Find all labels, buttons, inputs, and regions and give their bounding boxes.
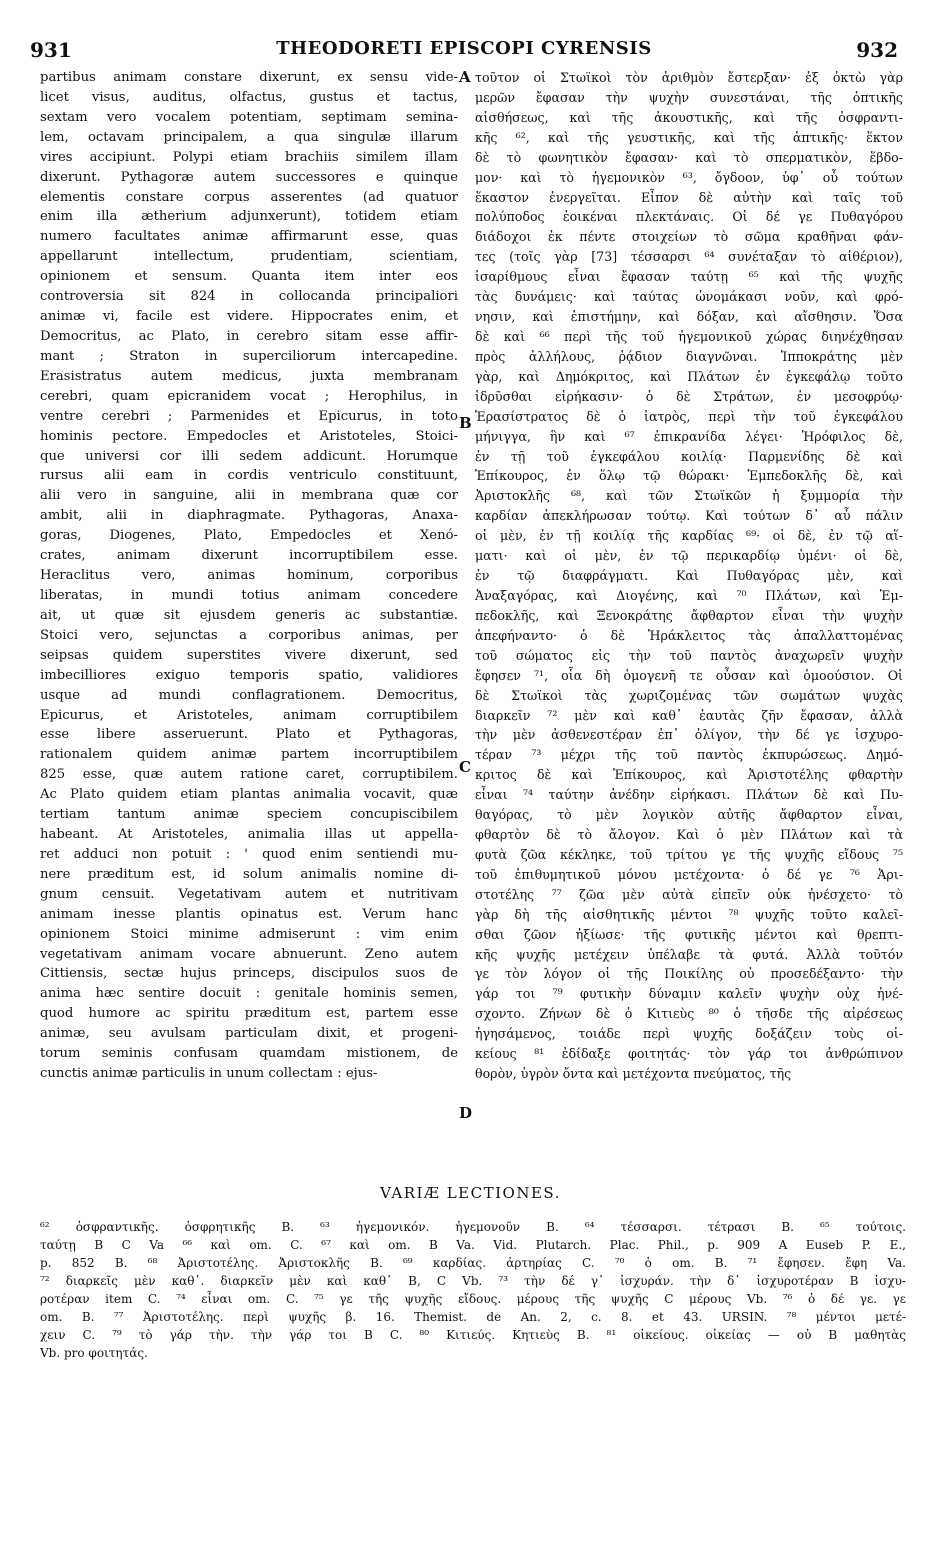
latin-text-line: Erasistratus autem medicus, juxta membranam xyxy=(40,368,458,384)
variae-lectiones-title: VARIÆ LECTIONES. xyxy=(380,1184,561,1202)
latin-text-line: cerebri, quam epicranidem vocat ; Herophilus, in xyxy=(40,388,458,404)
latin-text-line: opinionem et sensum. Quanta item inter eos xyxy=(40,269,458,285)
latin-text-line: Epicurus, et Aristoteles, animam corruptibilem xyxy=(40,707,458,723)
greek-text-line: μερῶν ἔφασαν τὴν ψυχὴν συνεστάναι, τῆς ὀπτικῆς xyxy=(475,89,903,105)
greek-text-line: ματι· καὶ οἱ μὲν, ἐν τῷ περικαρδίῳ ὑμένι· οἱ δὲ, xyxy=(475,548,903,564)
margin-marker-b: B xyxy=(459,414,472,432)
greek-text-line: Ἐρασίστρατος δὲ ὁ ἰατρὸς, περὶ τὴν τοῦ ἐγκεφάλου xyxy=(475,408,903,424)
greek-text-line: τοῦ ἐπιθυμητικοῦ μόνου μετέχοντα· ὁ δέ γε ⁷⁶ Ἀρι- xyxy=(475,866,903,882)
greek-text-line: μον· καὶ τὸ ἡγεμονικὸν ⁶³, ὄγδοον, ὑφ᾽ οὗ τούτων xyxy=(475,169,903,185)
latin-text-line: partibus animam constare dixerunt, ex sensu vide- xyxy=(40,70,458,85)
latin-text-line: enim illa ætherium adjunxerunt), totidem etiam xyxy=(40,209,458,225)
latin-text-line: mant ; Straton in superciliorum intercapedine. xyxy=(40,348,458,364)
greek-text-line: στοτέλης ⁷⁷ ζῶα μὲν αὐτὰ εἰπεῖν οὐκ ἠνέσχετο· τὸ xyxy=(475,886,903,902)
greek-text-line: εἶναι ⁷⁴ ταύτην ἀνέδην εἰρήκασι. Πλάτων δὲ καὶ Πυ- xyxy=(475,787,903,803)
variant-reading-line: ⁷² διαρκεῖς μὲν καθ᾽. διαρκεῖν μὲν καὶ καθ᾽ B, C Vb. ⁷³ τὴν δέ γ᾽ ἰσχυράν. τὴν δ᾽ ἰσχυροτέραν B ἰσχυ- xyxy=(40,1274,906,1288)
greek-text-line: αἰσθήσεως, καὶ τῆς ἀκουστικῆς, καὶ τῆς ὀσφραντι- xyxy=(475,109,903,125)
variant-reading-line: ροτέραν item C. ⁷⁴ εἶναι om. C. ⁷⁵ γε τῆς ψυχῆς εἴδους. μέρους τῆς ψυχῆς C μέρους Vb. ⁷⁶ ὁ δέ γε. γε xyxy=(40,1292,906,1306)
greek-text-line: κῆς ⁶², καὶ τῆς γευστικῆς, καὶ τῆς ἁπτικῆς· ἕκτον xyxy=(475,129,903,145)
greek-column xyxy=(475,68,903,1084)
latin-text-line: rursus alii eam in cordis ventriculo constituunt, xyxy=(40,468,458,484)
greek-text-line: ἕκαστον ἐνεργεῖται. Εἶπον δὲ αὐτὴν καὶ ταῖς τοῦ xyxy=(475,189,903,205)
latin-text-line: 825 esse, quæ autem ratione caret, corruptibilem. xyxy=(40,767,458,783)
greek-text-line: δὲ Στωϊκοὶ τὰς χωριζομένας τῶν σωμάτων ψυχὰς xyxy=(475,687,903,703)
left-column-number: 931 xyxy=(30,38,72,62)
variant-reading-line: p. 852 B. ⁶⁸ Ἀριστοτέλης. Ἀριστοκλῆς B. ⁶⁹ καρδίας. ἀρτηρίας C. ⁷⁰ ὁ om. B. ⁷¹ ἔφησεν. ἔφη Va. xyxy=(40,1256,906,1270)
greek-text-line: γὰρ, καὶ Δημόκριτος, καὶ Πλάτων ἐν ἐγκεφάλῳ τοῦτο xyxy=(475,368,903,384)
greek-text-line: καρδίαν ἀπεκλήρωσαν τούτῳ. Καὶ τούτων δ᾽ αὖ πάλιν xyxy=(475,508,903,524)
greek-text-line: ἱδρῦσθαι εἰρήκασιν· ὁ δὲ Στράτων, ἐν μεσοφρύῳ· xyxy=(475,388,903,404)
greek-text-line: τοῦ σώματος εἰς τὴν τοῦ παντὸς ἀναχωρεῖν ψυχὴν xyxy=(475,647,903,663)
latin-text-line: cunctis animæ particulis in unum collectam : ejus- xyxy=(40,1066,378,1082)
margin-marker-a: A xyxy=(459,68,471,86)
latin-text-line: numero facultates animæ affirmarunt esse, quas xyxy=(40,229,458,245)
greek-text-line: θαγόρας, τὸ μὲν λογικὸν αὐτῆς ἄφθαρτον εἶναι, xyxy=(475,807,903,823)
latin-text-line: vegetativam animam vocare abnuerunt. Zeno autem xyxy=(40,946,458,962)
variant-reading-line: om. B. ⁷⁷ Ἀριστοτέλης. περὶ ψυχῆς β. 16. Themist. de An. 2, c. 8. et 43. URSIN. ⁷⁸ μέντοι μετέ- xyxy=(40,1310,906,1324)
greek-text-line: οἱ μὲν, ἐν τῇ κοιλίᾳ τῆς καρδίας ⁶⁹· οἱ δὲ, ἐν τῷ αἵ- xyxy=(475,528,903,544)
latin-text-line: habeant. At Aristoteles, animalia illas ut appella- xyxy=(40,827,458,843)
greek-text-line: πολύποδος ἐοικέναι πλεκτάναις. Οἱ δέ γε Πυθαγόρου xyxy=(475,209,903,225)
latin-text-line: imbecilliores exiguo temporis spatio, validiores xyxy=(40,667,458,683)
page-header xyxy=(30,38,898,68)
latin-text-line: sextam vero vocalem potentiam, septimam semina- xyxy=(40,109,458,125)
variae-lectiones xyxy=(40,1218,906,1362)
latin-text-line: quod humore ac spiritu præditum est, partem esse xyxy=(40,1006,458,1022)
right-column-number: 932 xyxy=(856,38,898,62)
greek-text-line: τὴν μὲν ἀσθενεστέραν ἐπ᾽ ὀλίγον, τὴν δέ γε ἰσχυρο- xyxy=(475,727,903,743)
latin-text-line: alii vero in sanguine, alii in membrana quæ cor xyxy=(40,488,458,504)
variant-reading-line: Vb. pro φοιτητάς. xyxy=(40,1346,148,1360)
latin-text-line: torum seminis confusam quamdam mistionem, de xyxy=(40,1046,458,1062)
latin-column xyxy=(40,68,458,1084)
latin-text-line: opinionem Stoici minime admiserunt : vim enim xyxy=(40,926,458,942)
latin-text-line: lem, octavam principalem, a qua singulæ illarum xyxy=(40,129,458,145)
latin-text-line: esse libere asseruerunt. Plato et Pythagoras, xyxy=(40,727,458,743)
greek-text-line: Ἀναξαγόρας, καὶ Διογένης, καὶ ⁷⁰ Πλάτων, καὶ Ἐμ- xyxy=(475,587,903,603)
greek-text-line: γε τὸν λόγον οἱ τῆς Ποικίλης οὐ προσεδέξαντο· τὴν xyxy=(475,966,903,982)
latin-text-line: anima hæc sentire docuit : genitale hominis semen, xyxy=(40,986,458,1002)
latin-text-line: hominis pectore. Empedocles et Aristoteles, Stoici- xyxy=(40,428,458,444)
latin-text-line: Cittiensis, sectæ hujus princeps, discipulos suos de xyxy=(40,966,458,982)
greek-text-line: Ἐπίκουρος, ἐν ὅλῳ τῷ θώρακι· Ἐμπεδοκλῆς δὲ, καὶ xyxy=(475,468,903,484)
greek-text-line: τέραν ⁷³ μέχρι τῆς τοῦ παντὸς ἐκπυρώσεως. Δημό- xyxy=(475,747,903,763)
variant-reading-line: ⁶² ὀσφραντικῆς. ὀσφρητικῆς B. ⁶³ ἡγεμονικόν. ἡγεμονοῦν B. ⁶⁴ τέσσαρσι. τέτρασι B. ⁶⁵ τούτοις. xyxy=(40,1220,906,1234)
greek-text-line: κῆς ψυχῆς μετέχειν ὑπέλαβε τὰ φυτά. Ἀλλὰ τοῦτόν xyxy=(475,946,903,962)
greek-text-line: θορὸν, ὑγρὸν ὄντα καὶ μετέχοντα πνεύματος, τῆς xyxy=(475,1066,792,1082)
latin-text-line: dixerunt. Pythagoræ autem successores e quinque xyxy=(40,169,458,185)
greek-text-line: γάρ τοι ⁷⁹ φυτικὴν δύναμιν καλεῖν ψυχὴν οὐχ ἠνέ- xyxy=(475,986,903,1002)
greek-text-line: ἐν τῷ διαφράγματι. Καὶ Πυθαγόρας μὲν, καὶ xyxy=(475,568,903,584)
greek-text-line: τὰς δυνάμεις· καὶ ταύτας ὠνομάκασι νοῦν, καὶ φρό- xyxy=(475,289,903,305)
greek-text-line: ἐν τῇ τοῦ ἐγκεφάλου κοιλίᾳ· Παρμενίδης δὲ καὶ xyxy=(475,448,903,464)
latin-text-line: ventre cerebri ; Parmenides et Epicurus, in toto xyxy=(40,408,458,424)
margin-marker-d: D xyxy=(459,1104,473,1122)
latin-text-line: controversia sit 824 in collocanda principaliori xyxy=(40,289,458,305)
greek-text-line: δὲ τὸ φωνητικὸν ἔφασαν· καὶ τὸ σπερματικὸν, ἕβδο- xyxy=(475,149,903,165)
greek-text-line: δὲ καὶ ⁶⁶ περὶ τῆς τοῦ ἡγεμονικοῦ χώρας διηνέχθησαν xyxy=(475,328,903,344)
variant-reading-line: ταύτῃ B C Va ⁶⁶ καὶ om. C. ⁶⁷ καὶ om. B Va. Vid. Plutarch. Plac. Phil., p. 909 A Euseb P. E., xyxy=(40,1238,906,1252)
greek-text-line: πεδοκλῆς, καὶ Ξενοκράτης ἄφθαρτον εἶναι τὴν ψυχὴν xyxy=(475,607,903,623)
latin-text-line: Democritus, ac Plato, in cerebro sitam esse affir- xyxy=(40,328,458,344)
greek-text-line: ἰσαρίθμους εἶναι ἔφασαν ταύτῃ ⁶⁵ καὶ τῆς ψυχῆς xyxy=(475,269,903,285)
greek-text-line: μήνιγγα, ἣν καὶ ⁶⁷ ἐπικρανίδα λέγει· Ἡρόφιλος δὲ, xyxy=(475,428,903,444)
latin-text-line: Ac Plato quidem etiam plantas animalia vocavit, quæ xyxy=(40,787,458,803)
latin-text-line: animam inesse plantis opinatus est. Verum hanc xyxy=(40,906,458,922)
latin-text-line: appellarunt intellectum, prudentiam, scientiam, xyxy=(40,249,458,265)
greek-text-line: ἔφησεν ⁷¹, οἷα δὴ ὁμογενῆ τε οὖσαν καὶ ὁμοούσιον. Οἱ xyxy=(475,667,903,683)
greek-text-line: σχοντο. Ζήνων δὲ ὁ Κιτιεὺς ⁸⁰ ὁ τῆσδε τῆς αἱρέσεως xyxy=(475,1006,903,1022)
greek-text-line: γὰρ δὴ τῆς αἰσθητικῆς μέντοι ⁷⁸ ψυχῆς τοῦτο καλεῖ- xyxy=(475,906,903,922)
latin-text-line: elementis constare corpus asserentes (ad quatuor xyxy=(40,189,458,205)
latin-text-line: que universi cor illi sedem addicunt. Horumque xyxy=(40,448,458,464)
latin-text-line: crates, animam dixerunt incorruptibilem esse. xyxy=(40,548,458,564)
greek-text-line: τες (τοῖς γὰρ [73] τέσσαρσι ⁶⁴ συνέταξαν τὸ αἰθέριον), xyxy=(475,249,903,265)
latin-text-line: gnum censuit. Vegetativam autem et nutritivam xyxy=(40,886,458,902)
margin-markers xyxy=(459,68,475,1148)
greek-text-line: διαρκεῖν ⁷² μὲν καὶ καθ᾽ ἑαυτὰς ζῆν ἔφασαν, ἀλλὰ xyxy=(475,707,903,723)
greek-text-line: διάδοχοι ἐκ πέντε στοιχείων τὸ σῶμα κραθῆναι φάν- xyxy=(475,229,903,245)
latin-text-line: seipsas quidem superstites vivere dixerunt, sed xyxy=(40,647,458,663)
greek-text-line: ἡγησάμενος, τοιάδε περὶ ψυχῆς δοξάζειν τοὺς οἰ- xyxy=(475,1026,903,1042)
latin-text-line: nere præditum est, id solum animalis nomine di- xyxy=(40,866,458,882)
latin-text-line: ret adduci non potuit : ' quod enim sentiendi mu- xyxy=(40,846,458,862)
greek-text-line: Ἀριστοκλῆς ⁶⁸, καὶ τῶν Στωϊκῶν ἡ ξυμμορία τὴν xyxy=(475,488,903,504)
greek-text-line: φθαρτὸν δὲ τὸ ἄλογον. Καὶ ὁ μὲν Πλάτων καὶ τὰ xyxy=(475,827,903,843)
greek-text-line: κριτος δὲ καὶ Ἐπίκουρος, καὶ Ἀριστοτέλης φθαρτὴν xyxy=(475,767,903,783)
latin-text-line: goras, Diogenes, Plato, Empedocles et Xenó- xyxy=(40,528,458,544)
latin-text-line: ambit, alii in diaphragmate. Pythagoras, Anaxa- xyxy=(40,508,458,524)
latin-text-line: licet visus, auditus, olfactus, gustus et tactus, xyxy=(40,89,458,105)
greek-text-line: κείους ⁸¹ ἐδίδαξε φοιτητάς· τὸν γάρ τοι ἀνθρώπινον xyxy=(475,1046,903,1062)
greek-text-line: νησιν, καὶ ἐπιστήμην, καὶ δόξαν, καὶ αἴσθησιν. Ὅσα xyxy=(475,309,903,325)
latin-text-line: Heraclitus vero, animas hominum, corporibus xyxy=(40,568,458,584)
variant-reading-line: χειν C. ⁷⁹ τὸ γάρ τὴν. τὴν γάρ τοι B C. ⁸⁰ Κιτιεύς. Κητιεὺς B. ⁸¹ οἰκείους. οἰκείας — οὐ B μαθητὰς xyxy=(40,1328,906,1342)
running-title: THEODORETI EPISCOPI CYRENSIS xyxy=(276,38,652,59)
margin-marker-c: C xyxy=(459,758,471,776)
greek-text-line: φυτὰ ζῶα κέκληκε, τοῦ τρίτου γε τῆς ψυχῆς εἴδους ⁷⁵ xyxy=(475,846,903,862)
latin-text-line: liberatas, in mundi totius animam concedere xyxy=(40,587,458,603)
latin-text-line: tertiam tantum animæ speciem concupiscibilem xyxy=(40,807,458,823)
latin-text-line: vires accipiunt. Polypi etiam brachiis similem illam xyxy=(40,149,458,165)
latin-text-line: usque ad mundi conflagrationem. Democritus, xyxy=(40,687,458,703)
greek-text-line: σθαι ζῶον ἠξίωσε· τῆς φυτικῆς μέντοι καὶ θρεπτι- xyxy=(475,926,903,942)
latin-text-line: Stoici vero, sejunctas a corporibus animas, per xyxy=(40,627,458,643)
greek-text-line: ἀπεφήναντο· ὁ δὲ Ἡράκλειτος τὰς ἀπαλλαττομένας xyxy=(475,627,903,643)
greek-text-line: τοῦτον οἱ Στωϊκοὶ τὸν ἀριθμὸν ἔστερξαν· ἐξ ὀκτὼ γὰρ xyxy=(475,70,903,85)
latin-text-line: animæ, seu avulsam particulam dixit, et progeni- xyxy=(40,1026,458,1042)
latin-text-line: ait, ut quæ sit ejusdem generis ac substantiæ. xyxy=(40,607,458,623)
latin-text-line: rationalem quidem animæ partem incorruptibilem xyxy=(40,747,458,763)
latin-text-line: animæ vi, facile est videre. Hippocrates enim, et xyxy=(40,309,458,325)
greek-text-line: πρὸς ἀλλήλους, ῥᾴδιον διαγνῶναι. Ἱπποκράτης μὲν xyxy=(475,348,903,364)
